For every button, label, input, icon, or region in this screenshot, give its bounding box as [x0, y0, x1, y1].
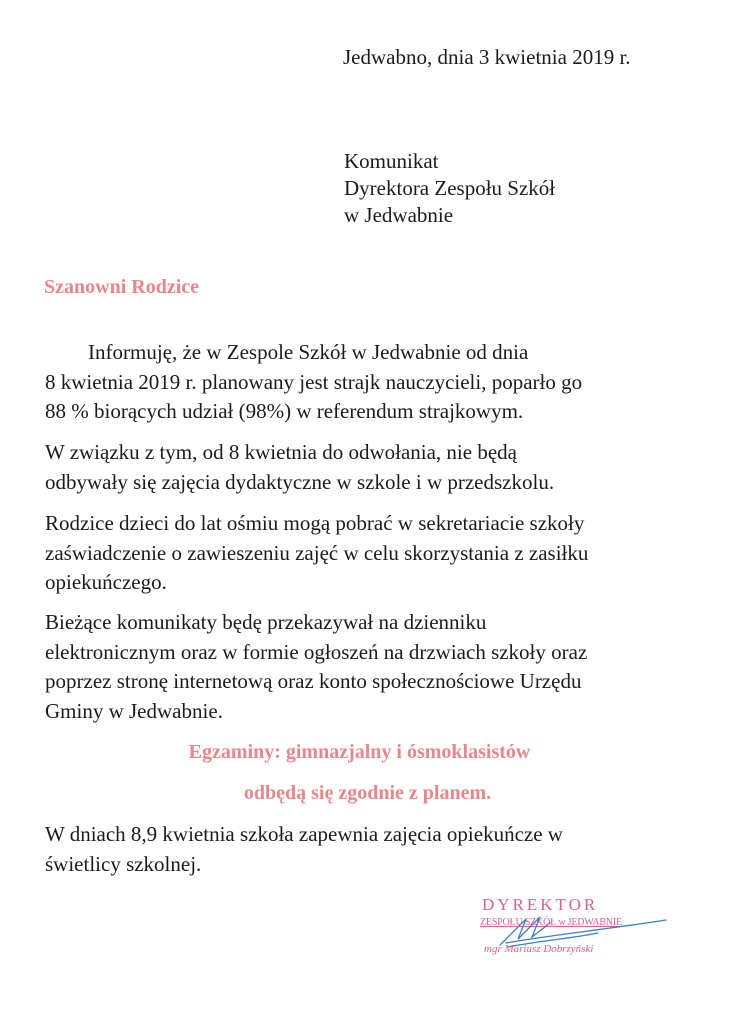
paragraph-strike-info	[45, 338, 582, 427]
heading-line: Komunikat	[344, 149, 439, 173]
stamp-title: DYREKTOR	[482, 895, 599, 914]
paragraph-line: Rodzice dzieci do lat ośmiu mogą pobrać w sekretariacie szkoły	[45, 511, 585, 535]
stamp-name: mgr Mariusz Dobrzyński	[484, 943, 594, 955]
paragraph-classes-suspended	[45, 438, 554, 497]
stamp-subtitle: ZESPOŁU SZKÓŁ w JEDWABNIE	[480, 917, 622, 928]
document-heading	[344, 148, 555, 229]
paragraph-line: W związku z tym, od 8 kwietnia do odwołania, nie będą	[45, 440, 517, 464]
heading-line: w Jedwabnie	[344, 203, 454, 227]
paragraph-line: Bieżące komunikaty będę przekazywał na dzienniku	[45, 610, 487, 634]
paragraph-care	[45, 820, 563, 879]
place-date: Jedwabno, dnia 3 kwietnia 2019 r.	[343, 45, 631, 69]
director-stamp	[478, 895, 668, 965]
exam-notice-line: odbędą się zgodnie z planem.	[243, 782, 492, 804]
paragraph-line: Informuję, że w Zespole Szkół w Jedwabnie od dnia	[88, 340, 529, 364]
paragraph-line: 88 % biorących udział (98%) w referendum strajkowym.	[45, 399, 524, 423]
paragraph-line: świetlicy szkolnej.	[45, 851, 202, 876]
paragraph-line: poprzez stronę internetową oraz konto społecznościowe Urzędu	[45, 669, 582, 693]
paragraph-line: Gminy w Jedwabnie.	[45, 698, 223, 723]
paragraph-line: odbywały się zajęcia dydaktyczne w szkole i w przedszkolu.	[45, 469, 555, 494]
heading-line: Dyrektora Zespołu Szkół	[344, 176, 556, 200]
paragraph-line: elektronicznym oraz w formie ogłoszeń na drzwiach szkoły oraz	[45, 639, 588, 664]
paragraph-announcements	[45, 608, 587, 726]
paragraph-line: W dniach 8,9 kwietnia szkoła zapewnia zajęcia opiekuńcze w	[45, 822, 563, 846]
paragraph-line: 8 kwietnia 2019 r. planowany jest strajk nauczycieli, poparło go	[45, 369, 583, 394]
exam-notice-line: Egzaminy: gimnazjalny i ósmoklasistów	[188, 741, 531, 763]
paragraph-line: opiekuńczego.	[45, 570, 167, 594]
paragraph-certificate	[45, 509, 588, 598]
salutation: Szanowni Rodzice	[44, 276, 199, 298]
paragraph-line: zaświadczenie o zawieszeniu zajęć w celu skorzystania z zasiłku	[45, 540, 589, 565]
